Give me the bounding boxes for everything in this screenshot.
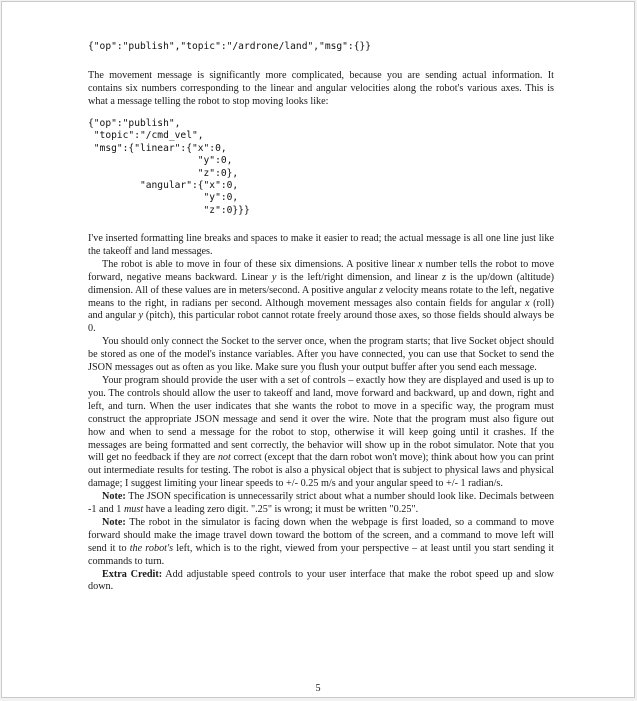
paragraph-extra-credit: Extra Credit: Add adjustable speed controls to your user interface that make the robot speed up and slow down. xyxy=(88,568,554,593)
code-line: "z":0}, xyxy=(88,167,239,179)
code-line: "msg":{"linear":{"x":0, xyxy=(88,142,227,154)
code-line: "angular":{"x":0, xyxy=(88,180,239,192)
code-line: {"op":"publish", xyxy=(88,118,181,129)
document-page xyxy=(1,1,635,698)
code-line: "y":0, xyxy=(88,192,239,204)
code-line: "y":0, xyxy=(88,155,233,167)
paragraph-dimensions: The robot is able to move in four of these six dimensions. A positive linear x number tells the robot to move forward, negative means backward. Linear y is the left/right dimension, and linear z is the up/down (altitude) dimension. All of these values are in meters/second. A positive angular z velocity means rotate to the left, negative means to the right, in radians per second. Although movement messages also contain fields for angular x (roll) and angular y (pitch), this particular robot cannot rotate freely around those axes, so those fields should always be 0. xyxy=(88,258,554,335)
code-cmd-vel-message xyxy=(88,118,250,217)
code-land-message: {"op":"publish","topic":"/ardrone/land","msg":{}} xyxy=(88,41,372,52)
paragraph-note-json: Note: The JSON specification is unnecessarily strict about what a number should look like. Decimals between -1 and 1 must have a leading zero digit. ".25" is wrong; it must be written "0.25". xyxy=(88,491,554,516)
body-text xyxy=(88,233,554,594)
code-line: "topic":"/cmd_vel", xyxy=(88,130,204,142)
paragraph-socket: You should only connect the Socket to the server once, when the program starts; that live Socket object should be stored as one of the model's instance variables. After you have connected, you can use that Socket to send the JSON messages out as often as you like. Make sure you flush your output buffer after you send each message. xyxy=(88,336,554,374)
paragraph-controls: Your program should provide the user with a set of controls – exactly how they are displayed and used is up to you. The controls should allow the user to takeoff and land, move forward and backward, up and down, right and left, and turn. When the user indicates that she wants the robot to move in a specific way, the program must construct the appropriate JSON message and send it over the wire. Note that the program must also figure out how and when to send a message for the robot to stop, otherwise it will keep going until it crashes. If the messages are being formatted and sent correctly, the behavior will show up in the robot simulator. Note that you will get no feedback if they are not correct (except that the darn robot won't move); think about how you can print out intermediate results for testing. The robot is also a physical object that is subject to physical laws and physical damage; I suggest limiting your linear speeds to +/- 0.25 m/s and your angular speed to +/- 1 radian/s. xyxy=(88,374,554,490)
paragraph-movement-message: The movement message is significantly more complicated, because you are sending actual information. It contains six numbers corresponding to the linear and angular velocities along the robot's various axes. This is what a message telling the robot to stop moving looks like: xyxy=(88,70,554,107)
code-line: "z":0}}} xyxy=(88,204,250,216)
page-number: 5 xyxy=(315,683,321,694)
paragraph-formatting: I've inserted formatting line breaks and spaces to make it easier to read; the actual message is all one line just like the takeoff and land messages. xyxy=(88,233,554,257)
paragraph-note-simulator: Note: The robot in the simulator is facing down when the webpage is first loaded, so a command to move forward should make the image travel down toward the bottom of the screen, and a command to move left will send it to the robot's left, which is to the right, viewed from your perspective – at least until you start sending it commands to turn. xyxy=(88,516,554,567)
